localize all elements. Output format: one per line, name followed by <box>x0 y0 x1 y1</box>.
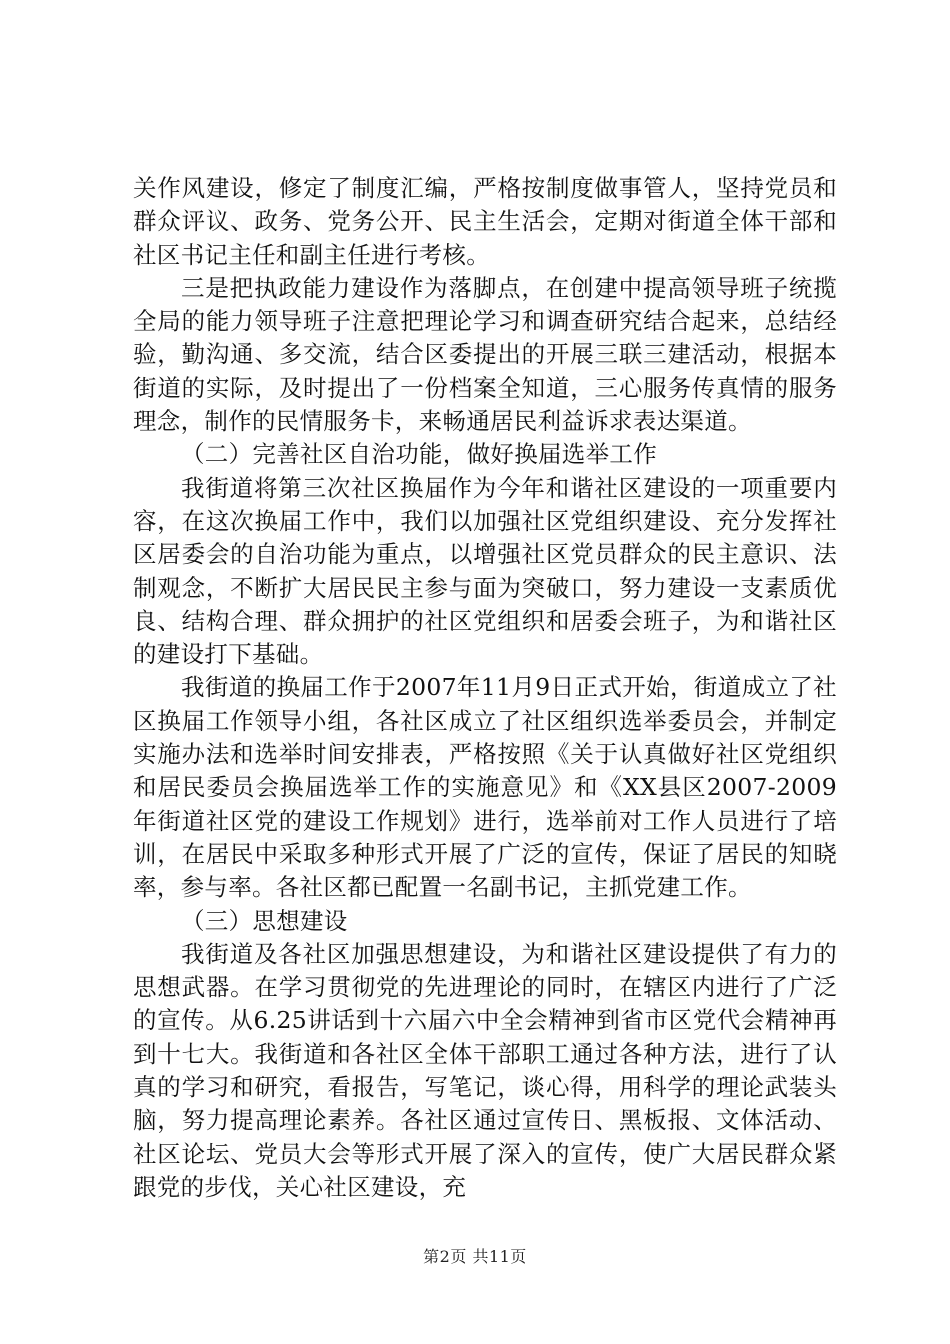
paragraph: 我街道将第三次社区换届作为今年和谐社区建设的一项重要内容，在这次换届工作中，我们以加强社区党组织建设、充分发挥社区居委会的自治功能为重点，以增强社区党员群众的民主意识、法制观念，不断扩大居民民主参与面为突破口，努力建设一支素质优良、结构合理、群众拥护的社区党组织和居委会班子，为和谐社区的建设打下基础。 <box>133 473 837 669</box>
document-body <box>133 172 837 1204</box>
paragraph: 关作风建设，修定了制度汇编，严格按制度做事管人，坚持党员和群众评议、政务、党务公开、民主生活会，定期对街道全体干部和社区书记主任和副主任进行考核。 <box>133 174 837 269</box>
section-heading: （三）思想建设 <box>181 906 348 935</box>
page-number-label: 第2页 共11页 <box>423 1247 527 1266</box>
paragraph: 我街道的换届工作于2007年11月9日正式开始，街道成立了社区换届工作领导小组，各社区成立了社区组织选举委员会，并制定实施办法和选举时间安排表，严格按照《关于认真做好社区党组织和居民委员会换届选举工作的实施意见》和《XX县区2007-2009年街道社区党的建设工作规划》进行，选举前对工作人员进行了培训，在居民中采取多种形式开展了广泛的宣传，保证了居民的知晓率，参与率。各社区都已配置一名副书记，主抓党建工作。 <box>133 673 837 902</box>
section-heading: （二）完善社区自治功能，做好换届选举工作 <box>181 440 657 469</box>
paragraph: 三是把执政能力建设作为落脚点，在创建中提高领导班子统揽全局的能力领导班子注意把理论学习和调查研究结合起来，总结经验，勤沟通、多交流，结合区委提出的开展三联三建活动，根据本街道的实际，及时提出了一份档案全知道，三心服务传真情的服务理念，制作的民情服务卡，来畅通居民利益诉求表达渠道。 <box>133 273 837 436</box>
page-footer <box>0 1244 950 1267</box>
paragraph: 我街道及各社区加强思想建设，为和谐社区建设提供了有力的思想武器。在学习贯彻党的先进理论的同时，在辖区内进行了广泛的宣传。从6.25讲话到十六届六中全会精神到省市区党代会精神再到十七大。我街道和各社区全体干部职工通过各种方法，进行了认真的学习和研究，看报告，写笔记，谈心得，用科学的理论武装头脑，努力提高理论素养。各社区通过宣传日、黑板报、文体活动、社区论坛、党员大会等形式开展了深入的宣传，使广大居民群众紧跟党的步伐，关心社区建设，充 <box>133 939 837 1201</box>
